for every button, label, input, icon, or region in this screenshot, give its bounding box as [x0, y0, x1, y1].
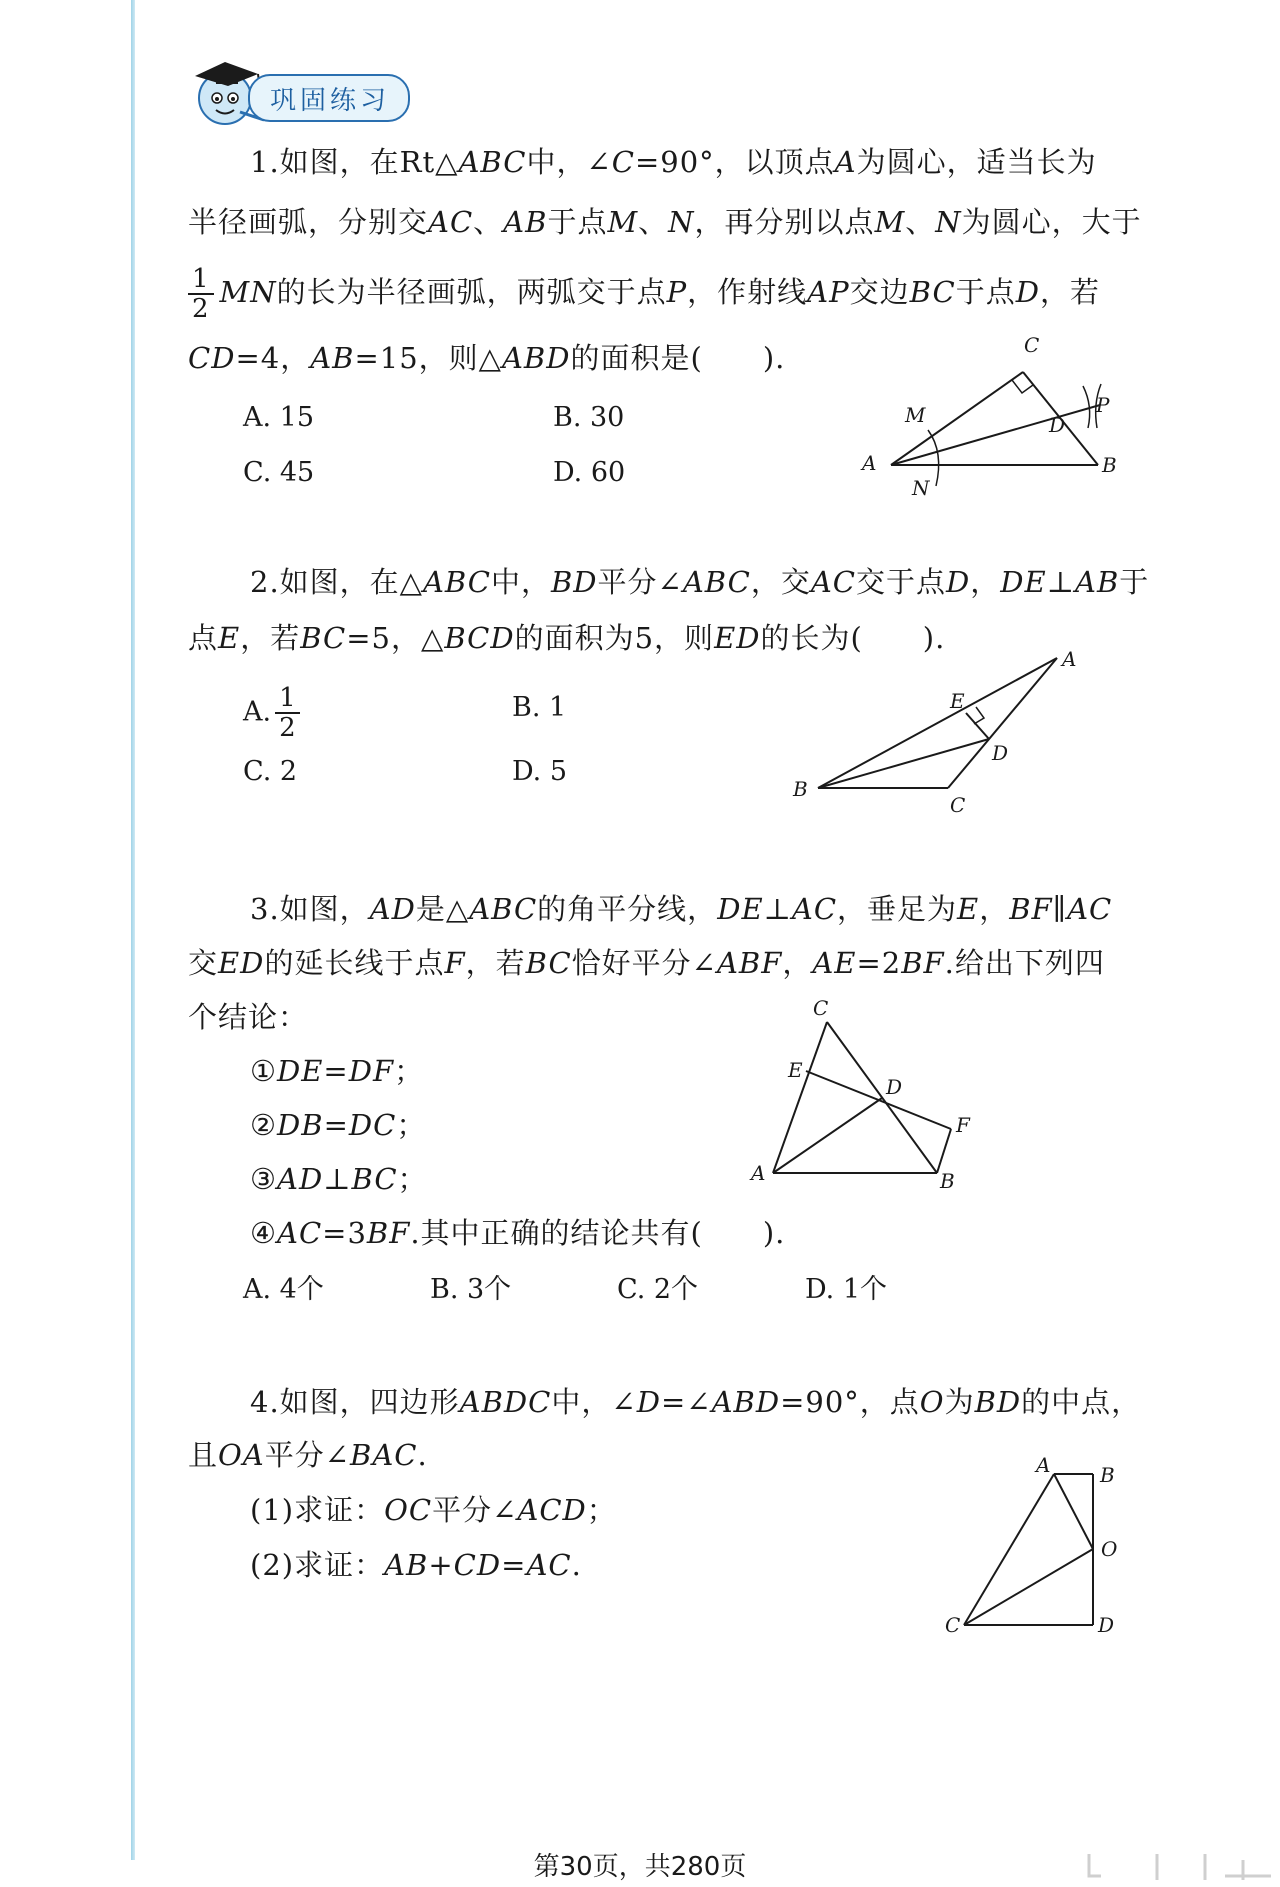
- q4-line-2: 且OA平分∠BAC.: [188, 1438, 428, 1472]
- q3-option-b: B. 3个: [430, 1274, 512, 1305]
- q2-option-b: B. 1: [512, 692, 567, 723]
- q1-label-n: N: [912, 476, 930, 500]
- q1-option-c: C. 45: [243, 457, 315, 488]
- viewer-toolbar-icons: [1075, 1850, 1275, 1884]
- q2-label-b: B: [793, 777, 808, 801]
- q3-label-a: A: [751, 1161, 766, 1185]
- q2-label-c: C: [950, 793, 966, 817]
- q3-label-e: E: [788, 1058, 803, 1082]
- q2-line-2: 点E，若BC=5，△BCD的面积为5，则ED的长为( ).: [188, 621, 946, 655]
- q4-subquestion-1: (1)求证：OC平分∠ACD；: [250, 1493, 617, 1527]
- fraction-one-half: $\frac{1}{2}$: [188, 265, 214, 323]
- q4-label-b: B: [1100, 1463, 1115, 1487]
- q1-line-2: 半径画弧，分别交AC、AB于点M、N，再分别以点M、N为圆心，大于: [188, 205, 1142, 239]
- q3-conclusion-2: ②DB=DC；: [250, 1108, 427, 1142]
- q3-line-1: 3.如图，AD是△ABC的角平分线，DE⊥AC，垂足为E，BF∥AC: [250, 892, 1113, 926]
- q1-line-1: 1.如图，在Rt△ABC中，∠C=90°，以顶点A为圆心，适当长为: [250, 145, 1097, 179]
- q3-line-3: 个结论：: [188, 1000, 309, 1034]
- q1-option-a: A. 15: [243, 402, 315, 433]
- q3-conclusion-3: ③AD⊥BC；: [250, 1162, 428, 1196]
- page-indicator: 第30页，共280页: [533, 1852, 747, 1882]
- q4-label-c: C: [945, 1613, 961, 1637]
- q1-line-3: $\frac{1}{2}$ MN的长为半径画弧，两弧交于点P，作射线AP交边BC于点D，若: [188, 262, 1100, 323]
- q1-label-d: D: [1049, 413, 1066, 437]
- q4-label-o: O: [1101, 1537, 1118, 1561]
- q1-line-4: CD=4，AB=15，则△ABD的面积是( ).: [188, 341, 786, 375]
- q4-label-d: D: [1098, 1613, 1115, 1637]
- q2-option-a: A. $\frac{1}{2}$: [243, 684, 306, 742]
- q1-label-a: A: [862, 451, 877, 475]
- q2-label-d: D: [992, 741, 1009, 765]
- q3-label-d: D: [886, 1075, 903, 1099]
- q3-label-b: B: [940, 1169, 955, 1193]
- q1-option-b: B. 30: [553, 402, 625, 433]
- q1-label-m: M: [905, 403, 926, 427]
- q2-option-d: D. 5: [512, 756, 568, 787]
- q3-conclusion-1: ①DE=DF；: [250, 1054, 425, 1088]
- q3-option-c: C. 2个: [617, 1274, 699, 1305]
- q3-conclusion-4: ④AC=3BF.其中正确的结论共有( ).: [250, 1216, 786, 1250]
- q4-label-a: A: [1036, 1453, 1051, 1477]
- q2-option-a-fraction: $\frac{1}{2}$: [275, 684, 300, 742]
- q2-option-c: C. 2: [243, 756, 298, 787]
- q3-option-a: A. 4个: [243, 1274, 324, 1305]
- q3-label-c: C: [813, 996, 829, 1020]
- q1-label-p: P: [1096, 393, 1110, 417]
- q4-line-1: 4.如图，四边形ABDC中，∠D=∠ABD=90°，点O为BD的中点，: [250, 1385, 1142, 1419]
- q3-line-2: 交ED的延长线于点F，若BC恰好平分∠ABF，AE=2BF.给出下列四: [188, 946, 1105, 980]
- section-badge-label: 巩固练习: [270, 86, 391, 116]
- q1-label-b: B: [1102, 453, 1117, 477]
- q4-subquestion-2: (2)求证：AB+CD=AC.: [250, 1548, 582, 1582]
- q1-label-c: C: [1024, 333, 1040, 357]
- q1-option-d: D. 60: [553, 457, 626, 488]
- q2-line-1: 2.如图，在△ABC中，BD平分∠ABC，交AC交于点D，DE⊥AB于: [250, 565, 1150, 599]
- q2-label-a: A: [1062, 647, 1077, 671]
- q2-label-e: E: [950, 689, 965, 713]
- q3-label-f: F: [956, 1113, 970, 1137]
- q3-option-d: D. 1个: [805, 1274, 888, 1305]
